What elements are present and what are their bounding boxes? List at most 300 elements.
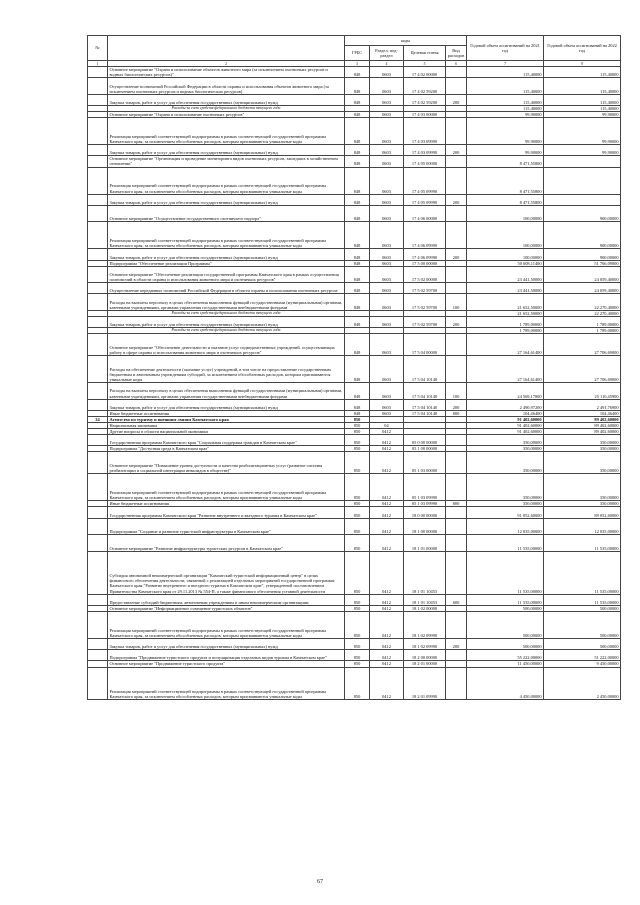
row-target-article: 17 5 04 10140 [404,383,446,400]
row-amount-2021: 99,90000 [467,111,544,117]
row-razdel: 0412 [370,535,404,552]
row-expense-type: 100 [446,294,467,311]
row-razdel: 0412 [370,446,404,452]
table-row [88,67,621,78]
row-target-article: 05 1 03 09990 [404,474,446,501]
row-target-article: 17 5 02 59700 [404,294,446,311]
row-grbs: 850 [345,650,370,661]
row-number [88,452,108,474]
row-amount-2022: 900,00000 [544,205,621,222]
row-target-article: 17 4 05 09990 [404,194,446,205]
row-amount-2021: 50 608,11400 [467,260,544,266]
row-expense-type [446,507,467,518]
row-grbs: 850 [345,452,370,474]
row-amount-2021: 350,00000 [467,474,544,501]
row-amount-2022: 350,00000 [544,474,621,501]
table-row [88,611,621,638]
row-amount-2022 [544,156,621,167]
row-number [88,283,108,294]
row-name: Реализация мероприятий соответствующей подпрограммы в рамках соответствующей государственной программы Камчатского края, за исключением обособленных расходов, которым присваиваются уникальные коды [108,222,345,249]
row-grbs: 850 [345,435,370,446]
row-expense-type [446,222,467,249]
row-grbs: 848 [345,167,370,194]
row-amount-2021: 21 652,50000 [467,294,544,311]
row-amount-2022: 350,00000 [544,446,621,452]
row-name: Агентство по туризму и внешним связям Камчатского края [108,416,345,422]
row-target-article: 17 4 05 00000 [404,156,446,167]
table-row [88,78,621,95]
row-amount-2021: 99,90000 [467,118,544,145]
column-group-codes: коды [345,36,467,46]
row-razdel: 0603 [370,383,404,400]
row-target-article: 17 4 03 09990 [404,145,446,156]
row-amount-2022: 11 535,00000 [544,551,621,594]
row-amount-2021: 91 402,60000 [467,416,544,422]
row-razdel: 0603 [370,294,404,311]
row-grbs: 850 [345,416,370,422]
row-amount-2021: 23 441,50000 [467,266,544,283]
row-amount-2022: 115,40000 [544,78,621,95]
row-target-article: 17 5 04 10140 [404,410,446,416]
row-number [88,205,108,222]
table-row [88,429,621,435]
row-razdel: 0412 [370,501,404,507]
row-grbs: 848 [345,249,370,260]
row-grbs: 848 [345,283,370,294]
row-number [88,334,108,356]
row-expense-type: 200 [446,94,467,105]
row-target-article: 17 5 02 00000 [404,266,446,283]
row-number [88,266,108,283]
column-header-razdel: Раздел, под-раздел [370,46,404,61]
row-name: Закупка товаров, работ и услуг для обеспечения государственных (муниципальных) нужд [108,194,345,205]
row-target-article: 18 2 00 00000 [404,650,446,661]
row-grbs: 850 [345,661,370,667]
row-grbs: 850 [345,474,370,501]
row-number [88,518,108,535]
row-razdel: 0603 [370,249,404,260]
row-razdel: 0412 [370,474,404,501]
row-razdel: 0603 [370,316,404,327]
column-index: 1 [88,61,108,67]
column-header-grbs: ГРБС [345,46,370,61]
row-name: Подпрограмма "Доступная среда в Камчатском крае" [108,446,345,452]
row-expense-type: 200 [446,249,467,260]
column-index: 6 [446,61,467,67]
row-number [88,356,108,383]
row-target-article: 17 5 02 59700 [404,283,446,294]
column-header-name [108,36,345,61]
row-grbs: 850 [345,518,370,535]
row-name: Расходы за счет средств федерального бюджета текущего года [108,328,345,334]
table-row [88,452,621,474]
table-row [88,661,621,667]
row-grbs: 850 [345,429,370,435]
row-expense-type [446,535,467,552]
column-index: 4 [370,61,404,67]
row-amount-2021: 8 471,55800 [467,156,544,167]
budget-page [87,35,620,700]
row-target-article: 17 4 06 09990 [404,222,446,249]
row-number [88,611,108,638]
row-number [88,156,108,167]
row-expense-type [446,167,467,194]
row-amount-2022: 900,00000 [544,222,621,249]
row-amount-2022: 51 766,09000 [544,260,621,266]
row-grbs: 848 [345,111,370,117]
row-razdel: 0412 [370,435,404,446]
column-index: 3 [345,61,370,67]
row-grbs: 848 [345,294,370,311]
row-number [88,294,108,311]
row-amount-2022: 27 706,69000 [544,356,621,383]
row-expense-type [446,551,467,594]
row-target-article: 17 5 02 59700 [404,316,446,327]
row-target-article: 17 4 06 09990 [404,249,446,260]
row-target-article: 18 2 01 09990 [404,667,446,699]
row-name: Реализация мероприятий соответствующей подпрограммы в рамках соответствующей государственной программы Камчатского края, за исключением обособленных расходов, которым присваиваются уникальные коды [108,474,345,501]
row-expense-type [446,205,467,222]
table-row [88,167,621,194]
row-name: Другие вопросы в области национальной экономики [108,429,345,435]
row-amount-2021: 1 789,00000 [467,316,544,327]
row-amount-2022: 1 789,00000 [544,328,621,334]
row-amount-2022: 99,90000 [544,118,621,145]
row-expense-type: 800 [446,501,467,507]
row-name: Основное мероприятие "Продвижение туристского продукта" [108,661,345,667]
row-number [88,222,108,249]
row-grbs: 850 [345,611,370,638]
row-grbs: 848 [345,78,370,95]
row-name: Реализация мероприятий соответствующей подпрограммы в рамках соответствующей государственной программы Камчатского края, за исключением обособленных расходов, которым присваиваются уникальные коды [108,118,345,145]
row-amount-2021: 104,46400 [467,410,544,416]
row-amount-2021: 11 535,00000 [467,551,544,594]
row-amount-2021: 55 222,00000 [467,650,544,661]
table-row [88,518,621,535]
row-name: Основное мероприятие "Охрана и использование охотничьих ресурсов" [108,111,345,117]
row-amount-2022: 99,90000 [544,145,621,156]
row-number [88,474,108,501]
row-amount-2021: 21 652,50000 [467,310,544,316]
row-amount-2021: 99,90000 [467,145,544,156]
column-header-csr: Целевая статья [404,46,446,61]
row-target-article: 17 4 02 59200 [404,94,446,105]
row-target-article: 05 1 03 00000 [404,452,446,474]
row-razdel: 0603 [370,356,404,383]
row-amount-2021: 500,00000 [467,605,544,611]
row-razdel: 0603 [370,145,404,156]
row-razdel: 0412 [370,507,404,518]
row-amount-2022: 27 706,69000 [544,334,621,356]
row-target-article: 17 5 04 00000 [404,334,446,356]
row-grbs: 848 [345,266,370,283]
row-razdel: 0412 [370,639,404,650]
row-razdel: 0603 [370,156,404,167]
row-amount-2021: 91 402,60000 [467,429,544,435]
row-expense-type: 200 [446,316,467,327]
table-row [88,356,621,383]
row-amount-2021: 12 035,00000 [467,518,544,535]
row-target-article: 17 4 05 09990 [404,167,446,194]
table-row [88,551,621,594]
row-grbs: 848 [345,205,370,222]
row-razdel: 0603 [370,67,404,78]
row-amount-2022: 89 402,60000 [544,429,621,435]
row-name: Подпрограмма "Продвижение туристского продукта и популяризация отдельных видов туризма в Камчатском крае" [108,650,345,661]
row-razdel: 04 [370,423,404,429]
row-amount-2022 [544,167,621,194]
row-amount-2021: 115,40000 [467,67,544,78]
row-expense-type: 200 [446,399,467,410]
table-row [88,249,621,260]
row-amount-2022: 500,00000 [544,639,621,650]
row-name: Основное мероприятие "Осуществление государственного охотничьего надзора" [108,205,345,222]
row-name: Осуществление переданных полномочий Российской Федерации в области охраны и использования охотничьих ресурсов [108,283,345,294]
row-name: Закупка товаров, работ и услуг для обеспечения государственных (муниципальных) нужд [108,399,345,410]
row-name: Осуществление полномочий Российской Федерации в области охраны и использования объектов животного мира (за исключением охотничьих ресурсов и водных биологических ресурсов) [108,78,345,95]
row-name: Основное мероприятие "Обеспечение реализации государственной программы Камчатского края в рамках осуществления полномочий в области охраны и использования животного мира и охотничьих ресурсов" [108,266,345,283]
row-amount-2021: 115,40000 [467,105,544,111]
row-amount-2021: 27 164,61400 [467,334,544,356]
row-number [88,118,108,145]
row-name: Расходы на выплаты персоналу в целях обеспечения выполнения функций государственными (муниципальными) органами, казенными учреждениями, органами управления государственными внебюджетными фондами [108,294,345,311]
row-amount-2021: 91 052,60000 [467,507,544,518]
table-row [88,605,621,611]
row-expense-type [446,611,467,638]
row-number [88,399,108,410]
row-target-article: 17 4 02 59200 [404,78,446,95]
row-amount-2022: 22 270,40000 [544,310,621,316]
row-expense-type [446,266,467,283]
row-target-article: 18 1 02 00000 [404,605,446,611]
row-target-article: 17 4 02 00000 [404,67,446,78]
row-name: Основное мероприятие "Обеспечение деятельности и оказание услуг подведомственных учреждений, осуществляющих работу в сфере охраны и использования животного мира и охотничьих ресурсов" [108,334,345,356]
table-row [88,383,621,400]
row-grbs: 848 [345,118,370,145]
row-amount-2021: 350,00000 [467,435,544,446]
row-razdel: 0412 [370,605,404,611]
row-amount-2021: 27 164,61400 [467,356,544,383]
row-amount-2021: 11 535,00000 [467,535,544,552]
row-amount-2022: 89 402,60000 [544,416,621,422]
row-razdel: 0603 [370,399,404,410]
row-target-article: 17 5 04 10140 [404,356,446,383]
table-row [88,194,621,205]
row-grbs: 848 [345,94,370,105]
row-expense-type [446,356,467,383]
table-row [88,639,621,650]
row-expense-type: 100 [446,383,467,400]
row-name: Основное мероприятие "Организация и проведение мониторинга видов охотничьих ресурсов, зашедших в хозяйственном отношении" [108,156,345,167]
row-target-article: 05 1 03 09990 [404,501,446,507]
row-number [88,94,108,105]
row-amount-2021: 24 569,17800 [467,383,544,400]
row-grbs: 848 [345,222,370,249]
row-amount-2021: 350,00000 [467,501,544,507]
row-name: Закупка товаров, работ и услуг для обеспечения государственных (муниципальных) нужд [108,639,345,650]
budget-table [87,35,621,700]
row-target-article: 18 1 02 09990 [404,611,446,638]
row-amount-2022: 24 059,40000 [544,283,621,294]
row-name: Основное мероприятие "Охрана и использование объектов животного мира (за исключением охотничьих ресурсов и водных биологических ресурсов)" [108,67,345,78]
row-target-article: 18 0 00 00000 [404,507,446,518]
row-expense-type [446,334,467,356]
row-amount-2022: 350,00000 [544,452,621,474]
table-row [88,334,621,356]
row-name: Подпрограмма "Создание и развитие туристской инфраструктуры в Камчатском крае" [108,518,345,535]
table-row [88,111,621,117]
row-grbs: 850 [345,594,370,605]
table-row [88,156,621,167]
row-grbs: 850 [345,423,370,429]
row-amount-2021: 115,40000 [467,78,544,95]
row-amount-2021: 500,00000 [467,611,544,638]
row-number [88,249,108,260]
row-amount-2022: 25 110,45900 [544,383,621,400]
row-number [88,507,108,518]
row-number [88,435,108,446]
row-razdel: 0603 [370,194,404,205]
row-expense-type: 200 [446,639,467,650]
row-expense-type: 800 [446,410,467,416]
row-amount-2022: 900,00000 [544,249,621,260]
table-row [88,205,621,222]
row-number [88,639,108,650]
row-grbs: 848 [345,410,370,416]
row-expense-type [446,283,467,294]
row-expense-type [446,78,467,95]
row-razdel: 0603 [370,94,404,105]
row-amount-2022: 350,00000 [544,501,621,507]
row-target-article: 17 4 03 09990 [404,118,446,145]
column-header-2022: Годовой объем ассигнований на 2022 год [544,36,621,61]
table-row [88,667,621,699]
row-expense-type: 200 [446,145,467,156]
row-razdel: 0412 [370,611,404,638]
row-grbs: 850 [345,446,370,452]
table-row [88,283,621,294]
row-grbs: 848 [345,67,370,78]
row-amount-2022: 51 222,00000 [544,650,621,661]
row-amount-2022: 24 059,40000 [544,266,621,283]
row-target-article: 18 1 01 10453 [404,594,446,605]
row-razdel: 0412 [370,429,404,435]
row-name: Государственная программа Камчатского края "Социальная поддержка граждан в Камчатском крае" [108,435,345,446]
row-razdel: 0603 [370,118,404,145]
row-expense-type [446,518,467,535]
row-number: 34 [88,416,108,422]
table-row [88,594,621,605]
row-number [88,667,108,699]
column-header-2021: Годовой объем ассигнований на 2021 год [467,36,544,61]
row-amount-2021: 11 450,00000 [467,661,544,667]
row-target-article: 17 4 03 00000 [404,111,446,117]
row-expense-type [446,667,467,699]
row-target-article: 18 1 01 00000 [404,535,446,552]
row-amount-2022: 350,00000 [544,435,621,446]
row-target-article: 17 4 06 00000 [404,205,446,222]
row-grbs: 848 [345,399,370,410]
row-razdel: 0603 [370,410,404,416]
table-row [88,416,621,422]
column-header-num: № [88,36,108,61]
row-name: Предоставление субсидий бюджетным, автономным учреждениям и иным некоммерческим организациям [108,594,345,605]
row-number [88,650,108,661]
row-razdel: 0603 [370,111,404,117]
row-name: Реализация мероприятий соответствующей подпрограммы в рамках соответствующей государственной программы Камчатского края, за исключением обособленных расходов, которым присваиваются уникальные коды [108,611,345,638]
column-index: 2 [108,61,345,67]
row-number [88,67,108,78]
table-row [88,260,621,266]
row-number [88,594,108,605]
row-name: Государственная программа Камчатского края "Развитие внутреннего и въездного туризма в Камчатском крае" [108,507,345,518]
row-expense-type [446,650,467,661]
column-index: 5 [404,61,446,67]
row-grbs: 850 [345,501,370,507]
row-number [88,145,108,156]
row-razdel: 0412 [370,594,404,605]
table-row [88,410,621,416]
row-razdel: 0603 [370,283,404,294]
row-razdel: 0412 [370,452,404,474]
row-amount-2021: 2 490,97200 [467,399,544,410]
table-row [88,435,621,446]
row-grbs: 848 [345,356,370,383]
row-grbs: 850 [345,639,370,650]
row-name: Закупка товаров, работ и услуг для обеспечения государственных (муниципальных) нужд [108,145,345,156]
row-amount-2022: 22 270,40000 [544,294,621,311]
row-name: Расходы на обеспечение деятельности (оказание услуг) учреждений, в том числе на предоставление государственным бюджетным и автономным учреждениям субсидий, за исключением обособленных расходов, которым присваиваются уникальные коды [108,356,345,383]
row-expense-type [446,435,467,446]
row-grbs: 848 [345,316,370,327]
row-amount-2022: 11 535,00000 [544,594,621,605]
row-name: Расходы на выплаты персоналу в целях обеспечения выполнения функций государственными (муниципальными) органами, казенными учреждениями, органами управления государственными внебюджетными фондами [108,383,345,400]
row-expense-type [446,452,467,474]
table-row [88,294,621,311]
row-razdel: 0603 [370,78,404,95]
row-amount-2021: 350,00000 [467,452,544,474]
table-row [88,474,621,501]
column-index: 8 [544,61,621,67]
row-expense-type [446,67,467,78]
row-number [88,316,108,327]
row-amount-2022: 115,40000 [544,94,621,105]
row-expense-type: 600 [446,594,467,605]
row-amount-2021: 100,00000 [467,249,544,260]
row-amount-2021: 91 402,60000 [467,423,544,429]
row-target-article: 18 1 02 09990 [404,639,446,650]
row-amount-2022: 89 402,60000 [544,423,621,429]
row-name: Национальная экономика [108,423,345,429]
row-name: Субсидия автономной некоммерческой организации "Камчатский туристский информационный центр" в целях финансового обеспечения деятельности, связанной с реализацией отдельных мероприятий государственной программы Камчатского края "Развитие внутреннего и въездного туризма в Камчатском крае", утвержденной постановлением Правительства Камчатского края от 29.11.2013 № 554-П, а также финансового обеспечения уставной деятельности [108,551,345,594]
row-target-article: 18 2 01 00000 [404,661,446,667]
row-amount-2021: 8 471,55800 [467,167,544,194]
row-amount-2021: 100,00000 [467,222,544,249]
row-target-article: 18 1 00 00000 [404,518,446,535]
row-amount-2021: 4 450,00000 [467,667,544,699]
row-target-article: 17 5 04 10140 [404,399,446,410]
row-name: Реализация мероприятий соответствующей подпрограммы в рамках соответствующей государственной программы Камчатского края, за исключением обособленных расходов, которым присваиваются уникальные коды [108,667,345,699]
row-amount-2021: 100,00000 [467,205,544,222]
row-grbs: 848 [345,145,370,156]
row-name: Закупка товаров, работ и услуг для обеспечения государственных (муниципальных) нужд [108,249,345,260]
row-name: Расходы за счет средств федерального бюджета текущего года [108,310,345,316]
row-razdel: 0412 [370,667,404,699]
row-amount-2022: 99,90000 [544,111,621,117]
row-expense-type [446,474,467,501]
column-index: 7 [467,61,544,67]
row-razdel: 0412 [370,518,404,535]
